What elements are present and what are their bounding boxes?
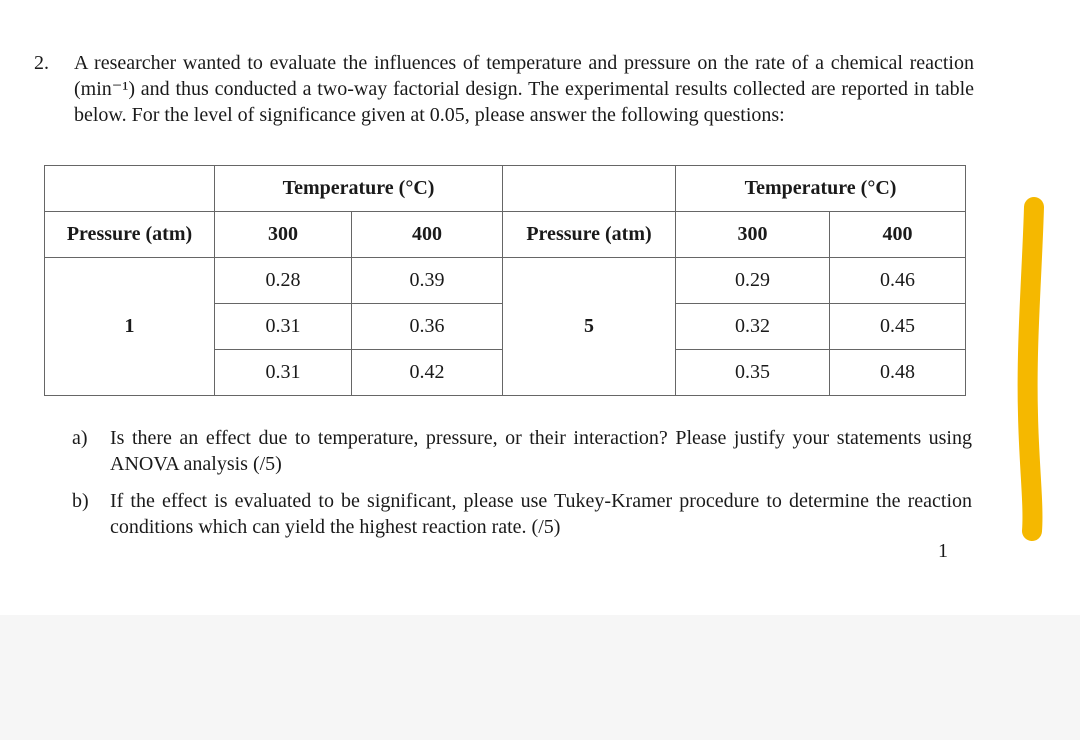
table-cell: 0.46 bbox=[830, 258, 966, 304]
subquestion-text: Is there an effect due to temperature, pressure, or their interaction? Please justify your statements using ANOVA analysis (/5) bbox=[110, 427, 972, 475]
pressure-value-5: 5 bbox=[503, 258, 676, 396]
question-2 bbox=[34, 50, 974, 128]
empty-header-cell bbox=[45, 166, 215, 212]
table-cell: 0.35 bbox=[676, 350, 830, 396]
results-table bbox=[44, 165, 966, 396]
temp-300-left: 300 bbox=[215, 212, 352, 258]
page-number: 1 bbox=[938, 540, 948, 562]
table-cell: 0.32 bbox=[676, 304, 830, 350]
temperature-header-right: Temperature (°C) bbox=[676, 166, 966, 212]
subquestion-text: If the effect is evaluated to be significant, please use Tukey-Kramer procedure to determine the reaction conditions which can yield the highest reaction rate. (/5) bbox=[110, 490, 972, 538]
subquestion-letter: b) bbox=[72, 490, 89, 512]
pressure-header-left: Pressure (atm) bbox=[45, 212, 215, 258]
empty-header-cell bbox=[503, 166, 676, 212]
temperature-header-left: Temperature (°C) bbox=[215, 166, 503, 212]
table-cell: 0.31 bbox=[215, 304, 352, 350]
table-cell: 0.31 bbox=[215, 350, 352, 396]
subquestion-letter: a) bbox=[72, 427, 88, 449]
subquestion-a bbox=[72, 425, 972, 477]
table-header-row bbox=[45, 166, 966, 212]
temp-400-right: 400 bbox=[830, 212, 966, 258]
highlight-mark-icon bbox=[1010, 195, 1060, 545]
question-text: A researcher wanted to evaluate the influences of temperature and pressure on the rate of a chemical reaction (min⁻¹) and thus conducted a two-way factorial design. The experimental results collected are reported in table below. For the level of significance given at 0.05, please answer the following questions: bbox=[74, 52, 974, 126]
table-row bbox=[45, 258, 966, 304]
table-cell: 0.39 bbox=[352, 258, 503, 304]
table-cell: 0.48 bbox=[830, 350, 966, 396]
question-number: 2. bbox=[34, 52, 49, 74]
pressure-value-1: 1 bbox=[45, 258, 215, 396]
bottom-blank-area bbox=[0, 615, 1080, 740]
table-cell: 0.45 bbox=[830, 304, 966, 350]
temp-300-right: 300 bbox=[676, 212, 830, 258]
table-cell: 0.36 bbox=[352, 304, 503, 350]
table-cell: 0.42 bbox=[352, 350, 503, 396]
pressure-header-right: Pressure (atm) bbox=[503, 212, 676, 258]
subquestion-b bbox=[72, 488, 972, 540]
temp-400-left: 400 bbox=[352, 212, 503, 258]
table-subheader-row bbox=[45, 212, 966, 258]
table-cell: 0.29 bbox=[676, 258, 830, 304]
table-cell: 0.28 bbox=[215, 258, 352, 304]
